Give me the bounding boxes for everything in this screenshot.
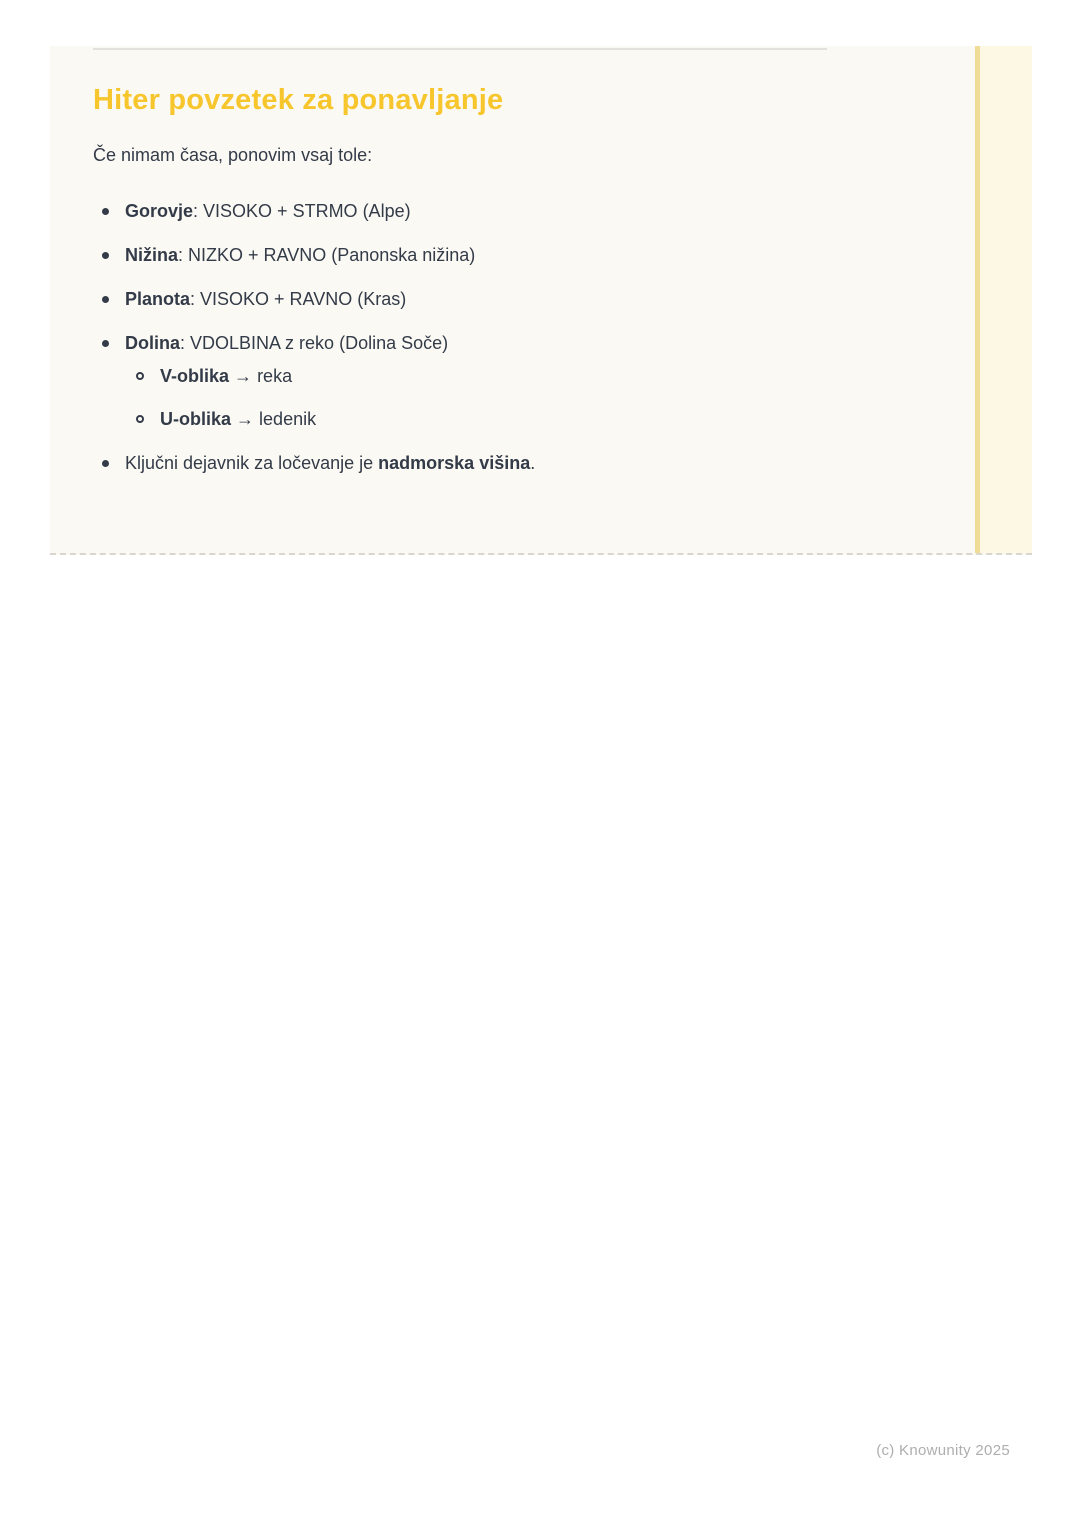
- sub-text: ledenik: [259, 409, 317, 429]
- sub-item-v-oblika: [125, 363, 953, 390]
- list-text: : NIZKO + RAVNO (Panonska nižina): [178, 245, 476, 265]
- list-item-gorovje: [93, 198, 953, 225]
- list-text: : VDOLBINA z reko (Dolina Soče): [180, 333, 449, 353]
- section-heading: Hiter povzetek za ponavljanje: [93, 84, 504, 116]
- key-text-bold: nadmorska višina: [378, 453, 531, 473]
- bullet-disc-icon: [102, 460, 109, 467]
- key-text-post: .: [530, 453, 536, 473]
- bullet-disc-icon: [102, 252, 109, 259]
- bullet-disc-icon: [102, 296, 109, 303]
- accent-bar: [975, 46, 980, 553]
- summary-list: [93, 198, 953, 477]
- arrow-right-icon: →: [236, 409, 255, 429]
- list-item-key-factor: [93, 450, 953, 477]
- bullet-disc-icon: [102, 340, 109, 347]
- list-item-planota: [93, 286, 953, 313]
- intro-text: Če nimam časa, ponovim vsaj tole:: [93, 145, 373, 165]
- copyright-text: (c) Knowunity 2025: [876, 1442, 1010, 1459]
- card-content: [93, 46, 953, 477]
- bullet-disc-icon: [102, 208, 109, 215]
- sub-item-u-oblika: [125, 406, 953, 433]
- summary-card: [50, 46, 1032, 555]
- accent-margin-fill: [980, 46, 1032, 553]
- sub-text: reka: [257, 366, 293, 386]
- sub-list: [125, 363, 953, 433]
- list-text: : VISOKO + STRMO (Alpe): [193, 201, 411, 221]
- list-item-dolina: [93, 330, 953, 433]
- list-term: Planota: [125, 289, 191, 309]
- sub-term: U-oblika: [160, 409, 232, 429]
- list-term: Nižina: [125, 245, 179, 265]
- list-term: Gorovje: [125, 201, 194, 221]
- key-text-pre: Ključni dejavnik za ločevanje je: [125, 453, 379, 473]
- list-term: Dolina: [125, 333, 181, 353]
- arrow-right-icon: →: [234, 366, 253, 386]
- sub-term: V-oblika: [160, 366, 230, 386]
- list-item-nizina: [93, 242, 953, 269]
- bullet-circle-icon: [136, 372, 144, 380]
- bullet-circle-icon: [136, 415, 144, 423]
- list-text: : VISOKO + RAVNO (Kras): [190, 289, 407, 309]
